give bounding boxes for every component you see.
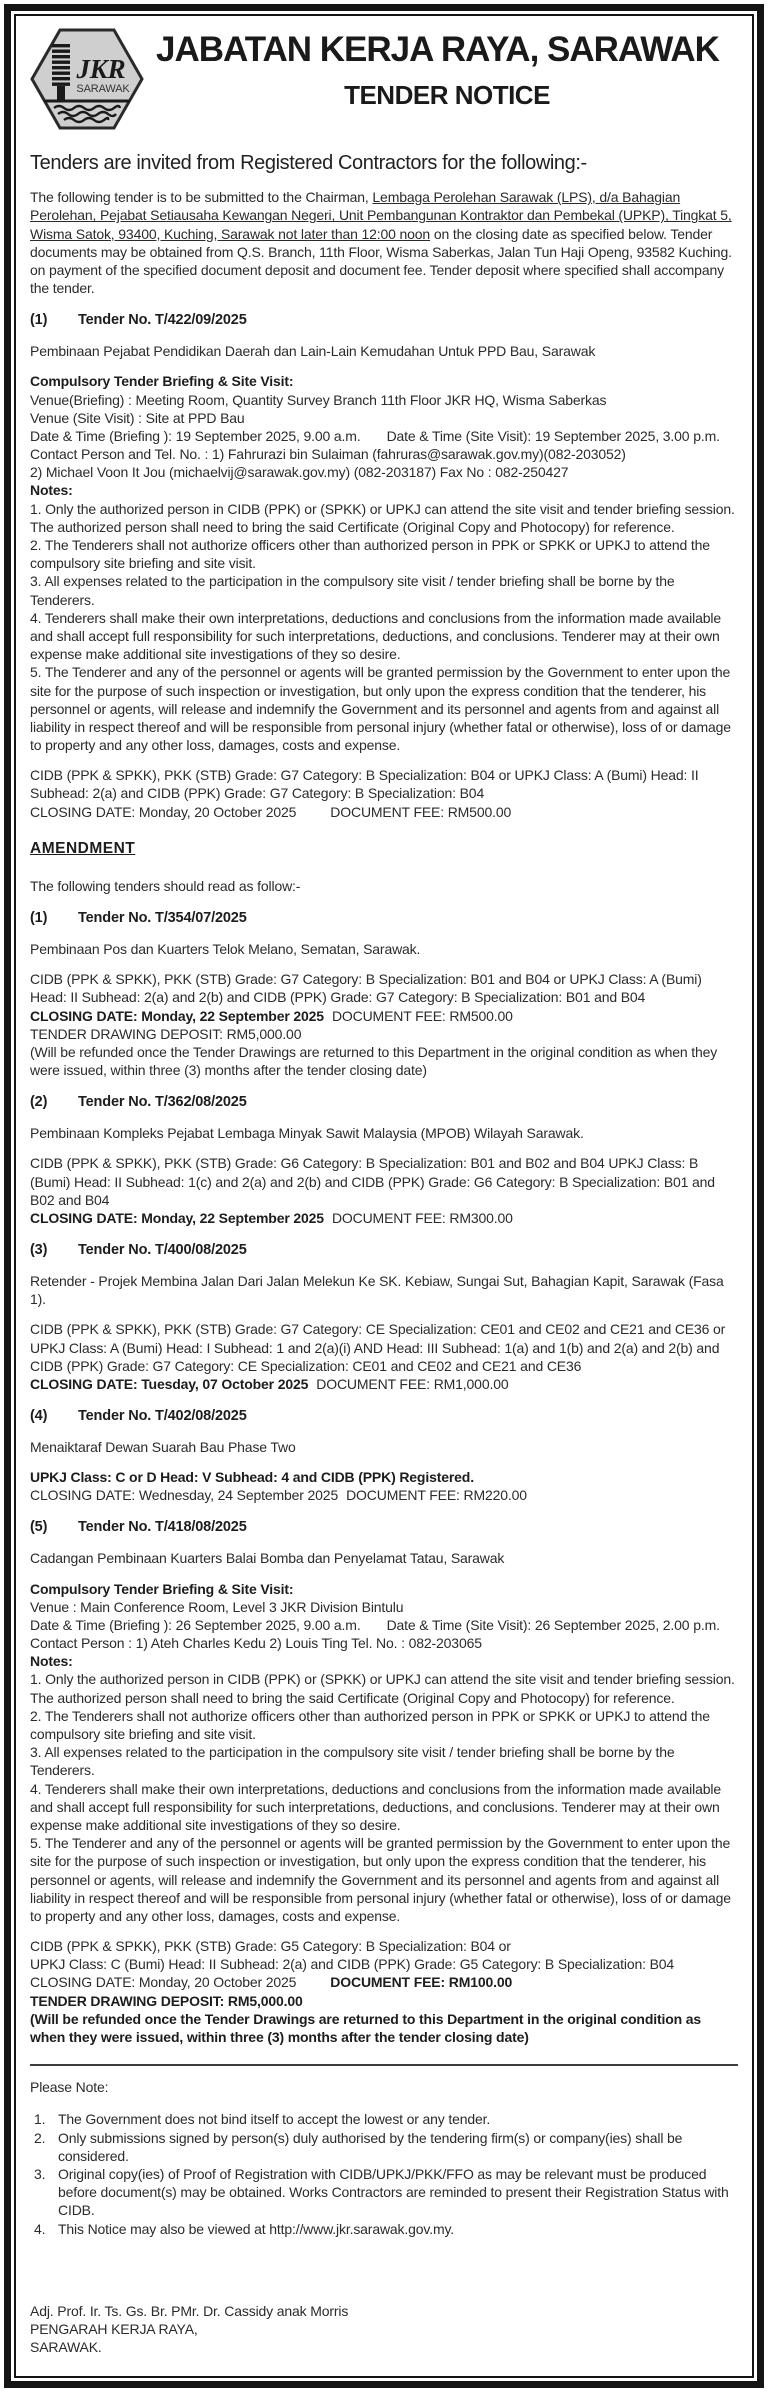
closing-date: CLOSING DATE: Tuesday, 07 October 2025 xyxy=(30,1375,309,1392)
requirement-text: UPKJ Class: C (Bumi) Head: II Subhead: 2(a) and CIDB (PPK) Grade: G5 Category: B Specialization: B04 xyxy=(30,1956,675,1973)
tender-drawing-deposit: TENDER DRAWING DEPOSIT: RM5,000.00 xyxy=(30,1025,302,1042)
tender-number: (3) xyxy=(30,1242,48,1259)
closing-line xyxy=(30,1973,738,1991)
notes-heading: Notes: xyxy=(30,1653,73,1670)
closing-line xyxy=(30,1007,738,1025)
intro-submission-address: Lembaga Perolehan Sarawak (LPS), d/a Bahagian Perolehan, Pejabat Setiausaha Kewangan Negeri, Unit Pembangunan Kontraktor dan Pembekal (UPKP), Tingkat 5, Wisma Satok, 93400, Kuching, Sarawak not later than 12:00 noon xyxy=(30,189,732,242)
note-item: 1. Only the authorized person in CIDB (PPK) or (SPKK) or UPKJ can attend the site visit and tender briefing session. The authorized person shall need to bring the said Certificate (Original Copy and Photocopy) for reference. xyxy=(30,500,735,535)
signatory-name: Adj. Prof. Ir. Ts. Gs. Br. PMr. Dr. Cassidy anak Morris xyxy=(30,2302,349,2319)
closing-line xyxy=(30,1209,738,1227)
briefing-block xyxy=(30,372,738,754)
tender-title: Tender No. T/418/08/2025 xyxy=(78,1519,247,1536)
briefing-contact-2: 2) Michael Voon It Jou (michaelvij@sarawak.gov.my) (082-203187) Fax No : 082-250427 xyxy=(30,464,569,481)
tender-number: (2) xyxy=(30,1094,48,1111)
notes-heading: Notes: xyxy=(30,482,73,499)
intro-post: on the closing date as specified below. Tender documents may be obtained from Q.S. Branch, 11th Floor, Wisma Saberkas, Jalan Tun Haji Openg, 93582 Kuching. on payment of the specified document deposit and document fee. Tender deposit where specified shall accompany the tender. xyxy=(30,225,732,297)
note-item: 3. All expenses related to the participation in the compulsory site visit / tender briefing shall be borne by the Tenderers. xyxy=(30,1744,675,1779)
closing-date: CLOSING DATE: Monday, 22 September 2025 xyxy=(30,1007,324,1024)
tender-description: Retender - Projek Membina Jalan Dari Jalan Melekun Ke SK. Kebiaw, Sungai Sut, Bahagian Kapit, Sarawak (Fasa 1). xyxy=(30,1272,724,1308)
tender-heading xyxy=(30,909,738,928)
requirement-text: CIDB (PPK & SPKK), PKK (STB) Grade: G7 Category: B Specialization: B04 or UPKJ Class: A (Bumi) Head: II Subhead: 2(a) and CIDB (PPK) Grade: G7 Category: B Specialization: B04 xyxy=(30,767,699,802)
tender-description: Menaiktaraf Dewan Suarah Bau Phase Two xyxy=(30,1438,296,1455)
tender-heading xyxy=(30,1407,738,1426)
header-titles xyxy=(156,28,738,113)
closing-date: CLOSING DATE: Monday, 22 September 2025 xyxy=(30,1209,324,1226)
closing-line xyxy=(30,1375,738,1393)
closing-date: CLOSING DATE: Wednesday, 24 September 2025 xyxy=(30,1487,339,1504)
note-item: 1. Only the authorized person in CIDB (PPK) or (SPKK) or UPKJ can attend the site visit and tender briefing session. The authorized person shall need to bring the said Certificate (Original Copy and Photocopy) for reference. xyxy=(30,1671,735,1706)
amendment-intro: The following tenders should read as follow:- xyxy=(30,877,301,894)
requirement-text: CIDB (PPK & SPKK), PKK (STB) Grade: G5 Category: B Specialization: B04 or xyxy=(30,1938,511,1955)
svg-text:JKR: JKR xyxy=(76,54,126,84)
please-note-item: 3. Original copy(ies) of Proof of Registration with CIDB/UPKJ/PKK/FFO as may be relevant must be produced before document(s) may be obtained. Works Contractors are reminded to present their Registration Status with CIDB. xyxy=(34,2165,729,2219)
tender-title: Tender No. T/402/08/2025 xyxy=(78,1408,247,1425)
note-item: 4. Tenderers shall make their own interpretations, deductions and conclusions from the information made available and shall accept full responsibility for such interpretations, deductions, and conclusions. Tenderer may at their own expense make additional site investigations of they so desire. xyxy=(30,1780,721,1833)
requirement-block xyxy=(30,1937,738,2046)
tender-description: Cadangan Pembinaan Kuarters Balai Bomba dan Penyelamat Tatau, Sarawak xyxy=(30,1550,505,1567)
please-note-list xyxy=(34,2110,738,2237)
invitation-line: Tenders are invited from Registered Contractors for the following:- xyxy=(30,152,587,175)
document-fee: DOCUMENT FEE: RM500.00 xyxy=(331,1007,513,1024)
closing-line xyxy=(30,803,738,821)
briefing-contact: Contact Person and Tel. No. : 1) Fahrurazi bin Sulaiman (fahruras@sarawak.gov.my)(082-203052) xyxy=(30,446,626,463)
signature-block xyxy=(30,2302,738,2357)
requirement-text: CIDB (PPK & SPKK), PKK (STB) Grade: G6 Category: B Specialization: B01 and B02 and B04 UPKJ Class: B (Bumi) Head: II Subhead: 1(c) and 2(a) and 2(b) and CIDB (PPK) Grade: G6 Category: B Specialization: B01 and B02 and B04 xyxy=(30,1155,715,1208)
please-note-heading: Please Note: xyxy=(30,2079,109,2096)
note-item: 4. Tenderers shall make their own interpretations, deductions and conclusions from the information made available and shall accept full responsibility for such interpretations, deductions, and conclusions. Tenderer may at their own expense make additional site investigations of they so desire. xyxy=(30,609,721,663)
requirement-text: UPKJ Class: C or D Head: V Subhead: 4 and CIDB (PPK) Registered. xyxy=(30,1469,474,1486)
document-fee: DOCUMENT FEE: RM220.00 xyxy=(346,1487,527,1504)
briefing-contact: Contact Person : 1) Ateh Charles Kedu 2) Louis Ting Tel. No. : 082-203065 xyxy=(30,1635,482,1652)
briefing-block xyxy=(30,1580,738,1926)
svg-text:SARAWAK: SARAWAK xyxy=(76,83,130,95)
requirement-text: CIDB (PPK & SPKK), PKK (STB) Grade: G7 Category: CE Specialization: CE01 and CE02 and CE21 and CE36 or UPKJ Class: A (Bumi) Head: I Subhead: 1 and 2(a)(i) AND Head: III Subhead: 1(a) and 1(b) and 2(a) and 2(b) and CIDB (PPK) Grade: G7 Category: CE Specialization: CE01 and CE02 and CE21 and CE36 xyxy=(30,1321,726,1374)
briefing-site-venue: Venue (Site Visit) : Site at PPD Bau xyxy=(30,409,245,426)
tender-number: (1) xyxy=(30,910,48,927)
briefing-heading: Compulsory Tender Briefing & Site Visit: xyxy=(30,1580,294,1597)
briefing-datetime: Date & Time (Briefing ): 26 September 2025, 9.00 a.m. Date & Time (Site Visit): 26 September 2025, 2.00 p.m. xyxy=(30,1616,720,1633)
document-header xyxy=(30,28,738,134)
tender-heading xyxy=(30,1093,738,1112)
tender-description: Pembinaan Pejabat Pendidikan Daerah dan Lain-Lain Kemudahan Untuk PPD Bau, Sarawak xyxy=(30,343,596,360)
please-note-item: 4. This Notice may also be viewed at http://www.jkr.sarawak.gov.my. xyxy=(34,2220,455,2237)
tender-heading xyxy=(30,311,738,330)
requirement-block xyxy=(30,1320,738,1393)
jkr-logo xyxy=(30,28,148,134)
briefing-heading: Compulsory Tender Briefing & Site Visit: xyxy=(30,373,294,390)
tender-notice-document xyxy=(14,14,754,2378)
signatory-position: PENGARAH KERJA RAYA, xyxy=(30,2320,198,2337)
note-item: 5. The Tenderer and any of the personnel or agents will be granted permission by the Government to enter upon the site for the purpose of such inspection or investigation, but only upon the express condition that the tenderer, his personnel or agents, will release and indemnify the Government and its personnel and agents from and against all liability in respect thereof and will be responsible from personal injury (whether fatal or otherwise), loss of or damage to property and any other loss, damages, costs and expense. xyxy=(30,1835,731,1924)
tender-heading xyxy=(30,1518,738,1537)
document-fee: DOCUMENT FEE: RM100.00 xyxy=(330,1974,513,1991)
closing-date: CLOSING DATE: Monday, 20 October 2025 xyxy=(30,1974,297,1991)
please-note-item: 1. The Government does not bind itself to accept the lowest or any tender. xyxy=(34,2111,491,2128)
document-border xyxy=(4,4,764,2388)
signatory-region: SARAWAK. xyxy=(30,2339,102,2356)
intro-paragraph xyxy=(30,188,738,297)
tender-title: Tender No. T/354/07/2025 xyxy=(78,910,247,927)
refund-note: (Will be refunded once the Tender Drawings are returned to this Department in the original condition as when they were issued, within three (3) months after the tender closing date) xyxy=(30,1043,718,1079)
tender-title: Tender No. T/422/09/2025 xyxy=(78,312,247,329)
tender-title: Tender No. T/400/08/2025 xyxy=(78,1242,247,1259)
agency-title: JABATAN KERJA RAYA, SARAWAK xyxy=(156,30,719,69)
note-item: 3. All expenses related to the participation in the compulsory site visit / tender briefing shall be borne by the Tenderers. xyxy=(30,573,675,608)
requirement-text: CIDB (PPK & SPKK), PKK (STB) Grade: G7 Category: B Specialization: B01 and B04 or UPKJ Class: A (Bumi) Head: II Subhead: 2(a) and 2(b) and CIDB (PPK) Grade: G7 Category: B Specialization: B01 and B04 xyxy=(30,971,702,1006)
notice-title: TENDER NOTICE xyxy=(344,79,550,110)
note-item: 2. The Tenderers shall not authorize officers other than authorized person in PPK or SPKK or UPKJ to attend the compulsory site briefing and site visit. xyxy=(30,1707,710,1743)
refund-note: (Will be refunded once the Tender Drawings are returned to this Department in the original condition as when they were issued, within three (3) months after the tender closing date) xyxy=(30,2010,702,2046)
tender-drawing-deposit: TENDER DRAWING DEPOSIT: RM5,000.00 xyxy=(30,1992,303,2009)
note-item: 2. The Tenderers shall not authorize officers other than authorized person in PPK or SPKK or UPKJ to attend the compulsory site briefing and site visit. xyxy=(30,537,710,572)
document-fee: DOCUMENT FEE: RM500.00 xyxy=(330,803,512,820)
tender-heading xyxy=(30,1241,738,1260)
requirement-block xyxy=(30,970,738,1079)
document-fee: DOCUMENT FEE: RM1,000.00 xyxy=(316,1375,509,1392)
briefing-venue: Venue : Main Conference Room, Level 3 JKR Division Bintulu xyxy=(30,1598,404,1615)
tender-description: Pembinaan Pos dan Kuarters Telok Melano, Sematan, Sarawak. xyxy=(30,941,421,958)
briefing-venue: Venue(Briefing) : Meeting Room, Quantity Survey Branch 11th Floor JKR HQ, Wisma Saberkas xyxy=(30,391,607,408)
tender-title: Tender No. T/362/08/2025 xyxy=(78,1094,247,1111)
document-fee: DOCUMENT FEE: RM300.00 xyxy=(331,1209,513,1226)
intro-pre: The following tender is to be submitted to the Chairman, xyxy=(30,189,373,206)
requirement-block xyxy=(30,1468,738,1504)
closing-line xyxy=(30,1486,738,1504)
please-note-item: 2. Only submissions signed by person(s) duly authorised by the tendering firm(s) or company(ies) shall be considered. xyxy=(34,2129,683,2164)
note-item: 5. The Tenderer and any of the personnel or agents will be granted permission by the Government to enter upon the site for the purpose of such inspection or investigation, but only upon the express condition that the tenderer, his personnel or agents, will release and indemnify the Government and its personnel and agents from and against all liability in respect thereof and will be responsible from personal injury (whether fatal or otherwise), loss of or damage to property and any other loss, damages, costs and expense. xyxy=(30,664,731,754)
tender-number: (5) xyxy=(30,1519,48,1536)
jkr-logo-icon xyxy=(30,28,144,130)
amendment-heading: AMENDMENT xyxy=(30,839,136,857)
tender-number: (1) xyxy=(30,312,48,329)
requirement-block xyxy=(30,1154,738,1227)
tender-number: (4) xyxy=(30,1408,48,1425)
divider xyxy=(30,2064,738,2066)
closing-date: CLOSING DATE: Monday, 20 October 2025 xyxy=(30,803,297,820)
tender-description: Pembinaan Kompleks Pejabat Lembaga Minyak Sawit Malaysia (MPOB) Wilayah Sarawak. xyxy=(30,1125,584,1142)
briefing-datetime: Date & Time (Briefing ): 19 September 2025, 9.00 a.m. Date & Time (Site Visit): 19 September 2025, 3.00 p.m. xyxy=(30,427,720,444)
